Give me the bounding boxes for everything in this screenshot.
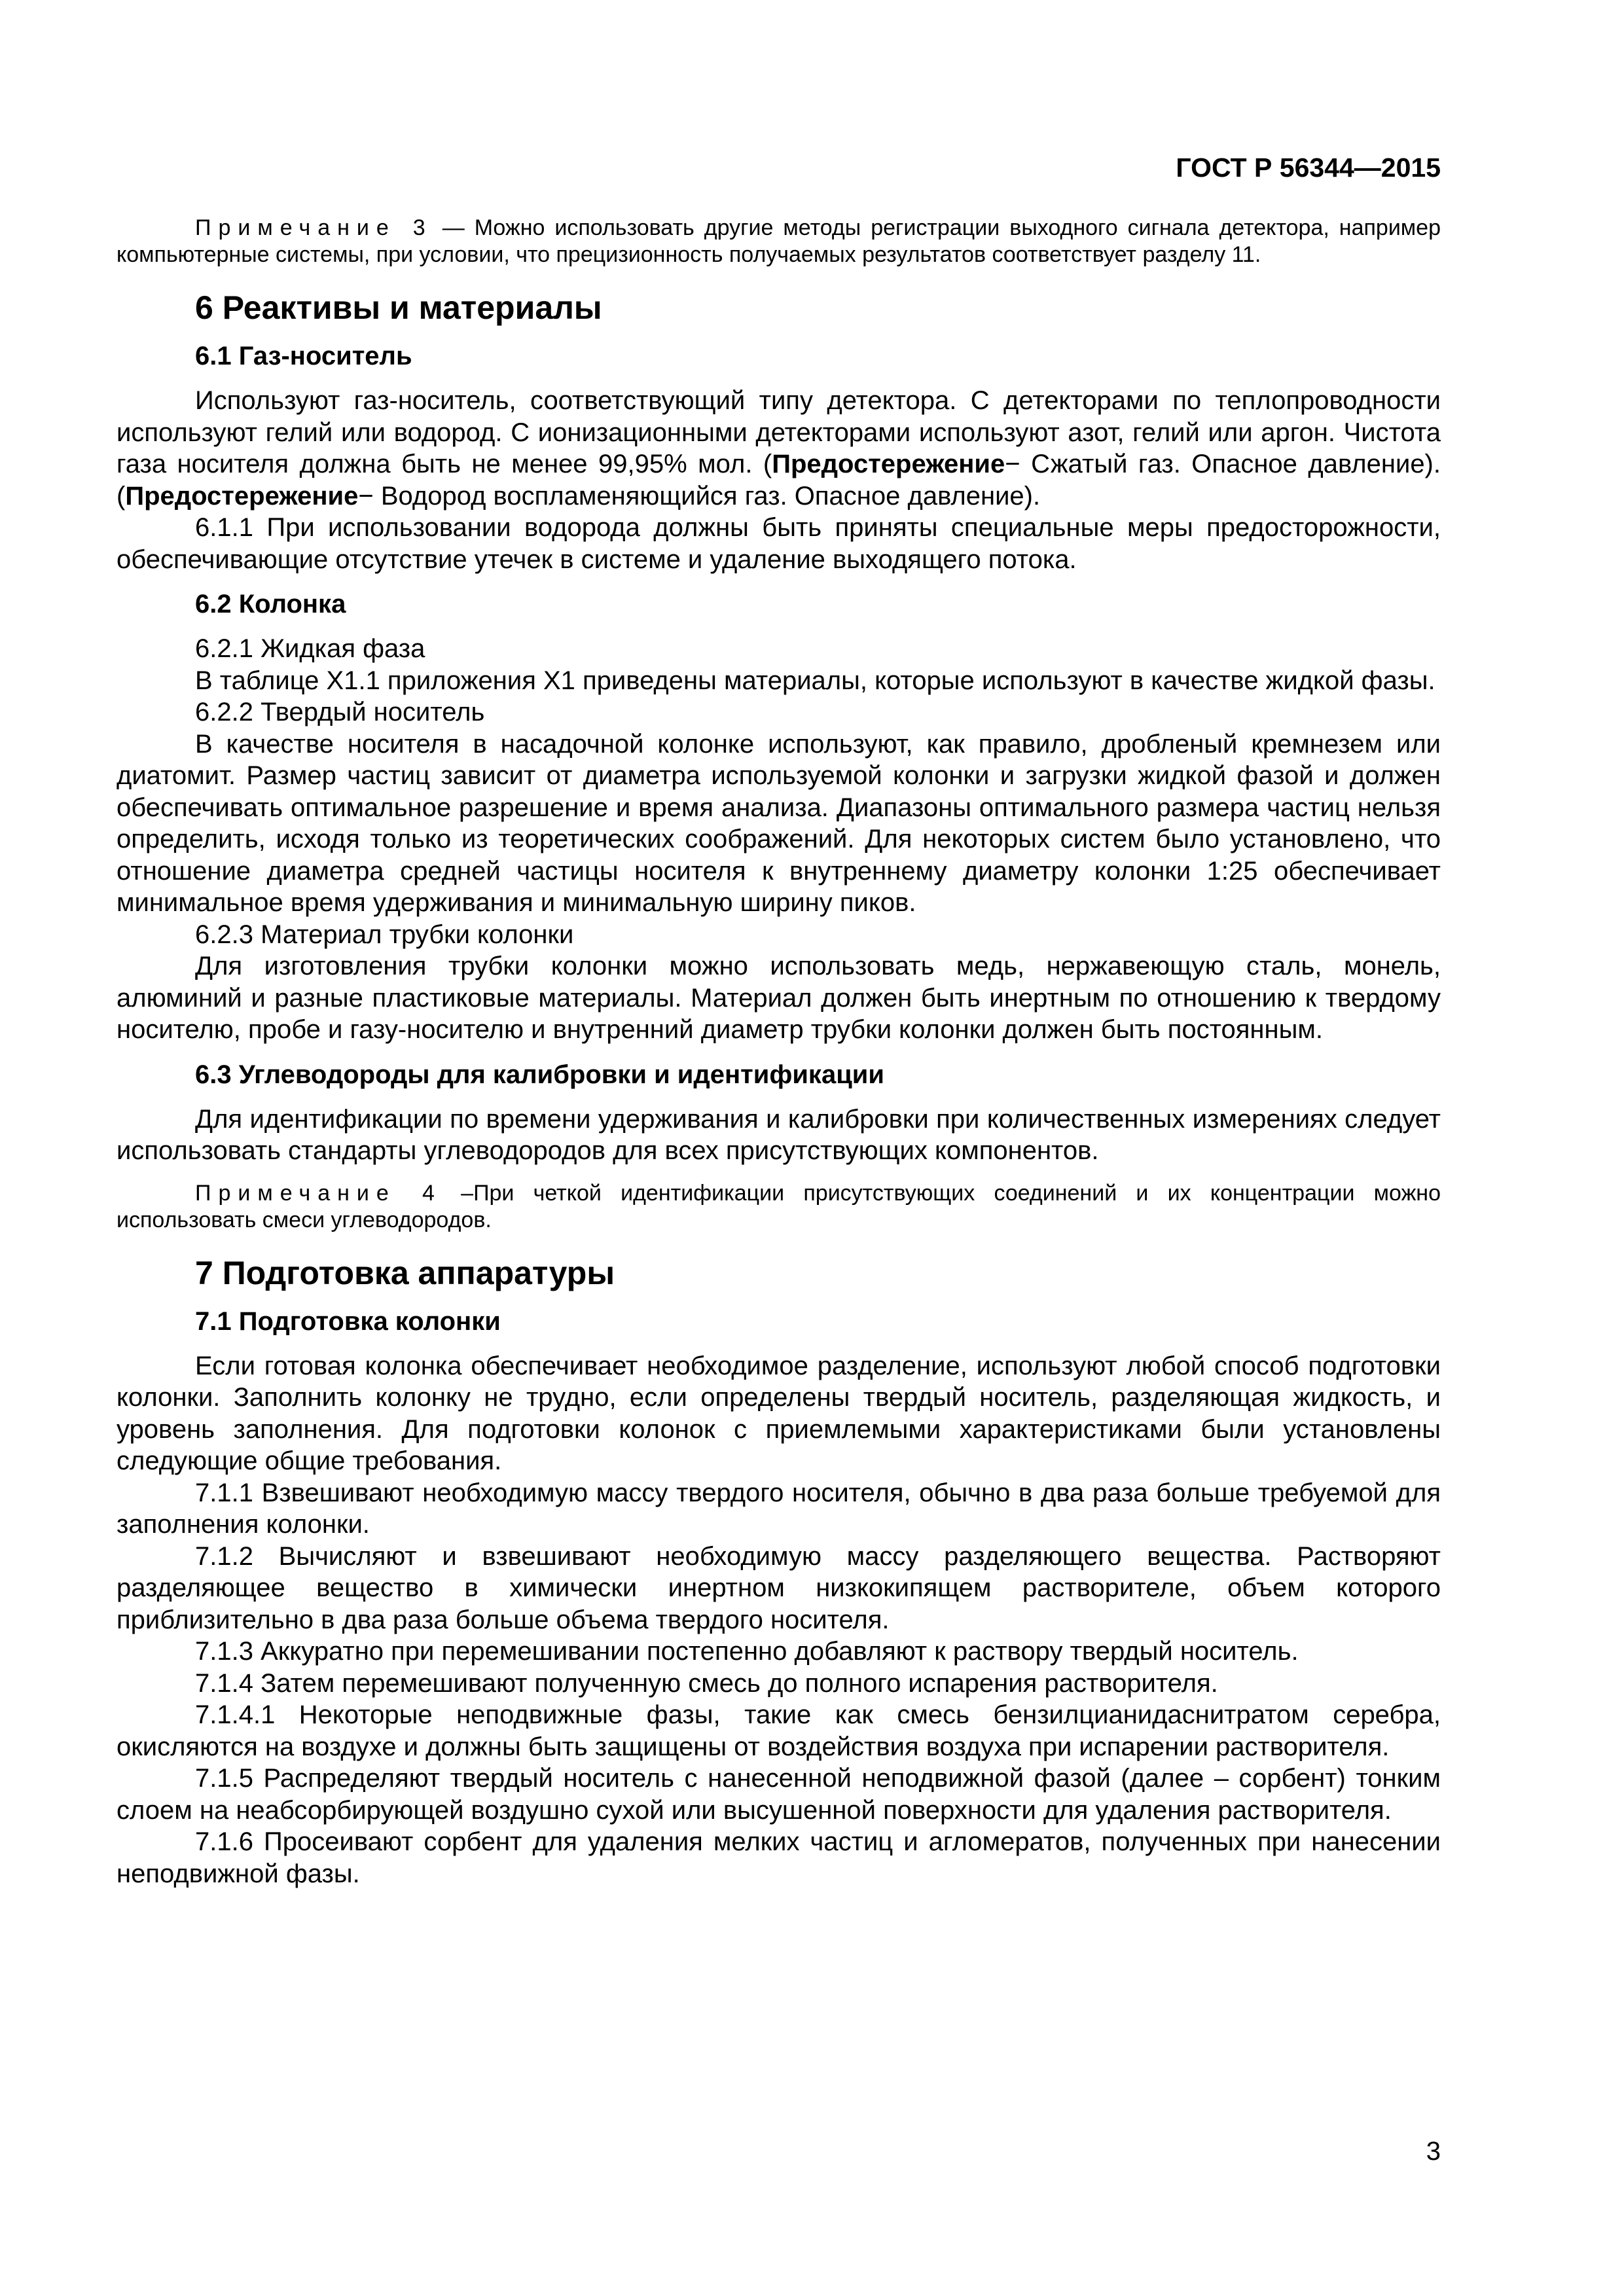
section-6-3-paragraph: Для идентификации по времени удерживания и калибровки при количественных измерениях следует использовать стандарты углеводородов для всех присутствующих компонентов. — [117, 1104, 1441, 1165]
note-4 — [117, 1180, 1441, 1234]
paragraph-7-1-6: 7.1.6 Просеивают сорбент для удаления мелких частиц и агломератов, полученных при нанесении неподвижной фазы. — [117, 1827, 1441, 1888]
note-3-label: Примечание 3 — [195, 215, 433, 240]
section-6-1-paragraph — [117, 385, 1441, 512]
section-6-1-title: 6.1 Газ-носитель — [195, 342, 412, 370]
paragraph-6-2-3-text: Для изготовления трубки колонки можно использовать медь, нержавеющую сталь, монель, алюминий и разные пластиковые материалы. Материал должен быть инертным по отношению к твердому носителю, пробе и газу-носителю и внутренний диаметр трубки колонки должен быть постоянным. — [117, 952, 1441, 1044]
document-id-header: ГОСТ Р 56344—2015 — [1176, 152, 1441, 183]
section-6-2-title: 6.2 Колонка — [195, 590, 346, 619]
paragraph-7-1-4-1: 7.1.4.1 Некоторые неподвижные фазы, такие как смесь бензилцианидаснитратом серебра, окисляются на воздухе и должны быть защищены от воздействия воздуха при испарении растворителя. — [117, 1700, 1441, 1761]
paragraph-6-2-1-title: 6.2.1 Жидкая фаза — [195, 634, 425, 663]
page-number: 3 — [1426, 2137, 1441, 2166]
note-4-label: Примечание 4 — [195, 1180, 442, 1206]
paragraph-7-1-4: 7.1.4 Затем перемешивают полученную смесь до полного испарения растворителя. — [195, 1668, 1218, 1698]
section-7-1-intro: Если готовая колонка обеспечивает необходимое разделение, используют любой способ подготовки колонки. Заполнить колонку не трудно, если определены твердый носитель, разделяющая жидкость, и уровень заполнения. Для подготовки колонок с приемлемыми характеристиками были установлены следующие общие требования. — [117, 1351, 1441, 1475]
section-7-1-title: 7.1 Подготовка колонки — [195, 1306, 501, 1336]
section-6-1-text-b: − Сжатый газ. Опасное давление). ( — [117, 450, 1441, 511]
section-6-1-text-a: Используют газ-носитель, соответствующий типу детектора. С детекторами по теплопроводности используют гелий или водород. С ионизационными детекторами используют азот, гелий или аргон. Чистота газа носителя должна быть не менее 99,95% мол. ( — [117, 386, 1441, 478]
paragraph-6-1-1: 6.1.1 При использовании водорода должны быть приняты специальные меры предосторожности, обеспечивающие отсутствие утечек в системе и удаление выходящего потока. — [117, 513, 1441, 574]
paragraph-6-2-2-title: 6.2.2 Твердый носитель — [195, 698, 485, 726]
paragraph-7-1-3: 7.1.3 Аккуратно при перемешивании постепенно добавляют к раствору твердый носитель. — [195, 1637, 1299, 1666]
section-6-1-text-c: − Водород воспламеняющийся газ. Опасное давление). — [358, 481, 1041, 511]
paragraph-6-2-2-text: В качестве носителя в насадочной колонке используют, как правило, дробленый кремнезем или диатомит. Размер частиц зависит от диаметра используемой колонки и загрузки жидкой фазой и должен обеспечивать оптимальное разрешение и время анализа. Диапазоны оптимального размера частиц нельзя определить, исходя только из теоретических соображений. Для некоторых систем было установлено, что отношение диаметра средней частицы носителя к внутреннему диаметру колонки 1:25 обеспечивает минимальное время удерживания и минимальную ширину пиков. — [117, 729, 1441, 917]
section-6-3-title: 6.3 Углеводороды для калибровки и идентификации — [195, 1060, 884, 1089]
paragraph-7-1-1: 7.1.1 Взвешивают необходимую массу твердого носителя, обычно в два раза больше требуемой для заполнения колонки. — [117, 1478, 1441, 1539]
warning-label-1: Предостережение — [772, 450, 1005, 478]
note-3 — [117, 215, 1441, 268]
note-4-text: –При четкой идентификации присутствующих соединений и их концентрации можно использовать смеси углеводородов. — [117, 1180, 1441, 1232]
paragraph-6-2-1-text: В таблице Х1.1 приложения Х1 приведены материалы, которые используют в качестве жидкой фазы. — [195, 666, 1435, 695]
warning-label-2: Предостережение — [125, 481, 359, 511]
paragraph-7-1-5: 7.1.5 Распределяют твердый носитель с нанесенной неподвижной фазой (далее – сорбент) тонким слоем на неабсорбирующей воздушно сухой или высушенной поверхности для удаления растворителя. — [117, 1764, 1441, 1825]
section-6-title: 6 Реактивы и материалы — [195, 289, 602, 326]
section-7-title: 7 Подготовка аппаратуры — [195, 1254, 615, 1291]
paragraph-7-1-2: 7.1.2 Вычисляют и взвешивают необходимую массу разделяющего вещества. Растворяют разделяющее вещество в химически инертном низкокипящем растворителе, объем которого приблизительно в два раза больше объема твердого носителя. — [117, 1541, 1441, 1634]
document-body — [117, 215, 1441, 1890]
note-3-text: — Можно использовать другие методы регистрации выходного сигнала детектора, например компьютерные системы, при условии, что прецизионность получаемых результатов соответствует разделу 11. — [117, 215, 1441, 267]
paragraph-6-2-3-title: 6.2.3 Материал трубки колонки — [195, 920, 574, 949]
